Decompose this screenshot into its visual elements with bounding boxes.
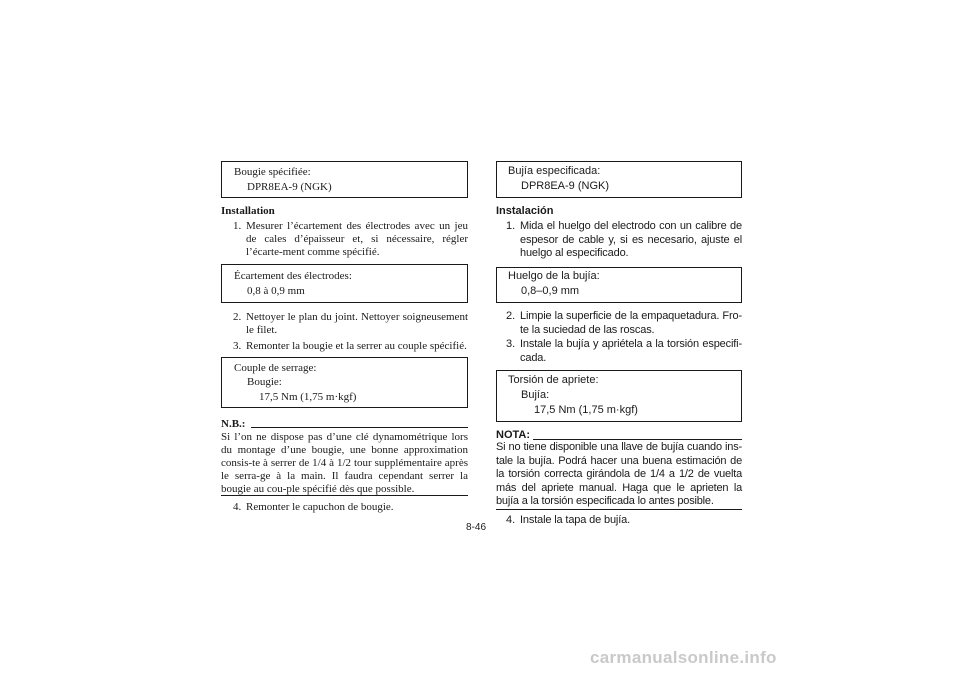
spark-plug-gap-label: Huelgo de la bujía:	[508, 270, 600, 282]
step-number: 1.	[506, 220, 516, 232]
installation-step-4	[506, 514, 742, 528]
step-text: Nettoyer le plan du joint. Nettoyer soigneusement le filet.	[246, 311, 468, 336]
electrode-gap-value: 0,8 à 0,9 mm	[247, 285, 305, 297]
spark-plug-spec-value: DPR8EA-9 (NGK)	[521, 180, 610, 192]
site-watermark: carmanualsonline.info	[590, 648, 777, 667]
note-text: Si no tiene disponible una llave de bujía cuando ins-tale la bujía. Podrá hacer una buena estimación de la torsión correcta girándola de 1/4 a 1/2 de vuelta más del apriete manual. Haga que le aprieten la bujía a la torsión especificada lo antes posible.	[496, 441, 742, 508]
installation-step-3	[233, 340, 468, 354]
tightening-torque-box	[221, 357, 468, 408]
note-bottom-rule	[221, 495, 468, 496]
note-label: N.B.:	[221, 418, 246, 430]
spark-plug-spec-box	[221, 161, 468, 198]
installation-step-3	[506, 338, 742, 366]
note-top-rule	[533, 439, 742, 440]
tightening-torque-label: Couple de serrage:	[234, 362, 317, 374]
spark-plug-spec-box	[496, 161, 742, 198]
installation-step-1	[233, 220, 468, 260]
tightening-torque-sublabel: Bujía:	[521, 389, 550, 401]
electrode-gap-box	[221, 264, 468, 303]
electrode-gap-label: Écartement des électrodes:	[234, 270, 352, 282]
installation-heading: Instalación	[496, 205, 554, 217]
step-number: 4.	[233, 501, 242, 513]
installation-step-4	[233, 501, 468, 515]
tightening-torque-sublabel: Bougie:	[247, 376, 282, 388]
step-text: Mesurer l’écartement des électrodes avec un jeu de cales d’épaisseur et, si nécessaire, régler l’écarte-ment comme spécifié.	[246, 220, 468, 258]
tightening-torque-value: 17,5 Nm (1,75 m·kgf)	[534, 404, 638, 416]
installation-heading: Installation	[221, 205, 275, 217]
spark-plug-spec-label: Bujía especificada:	[508, 165, 601, 177]
step-text: Remonter le capuchon de bougie.	[246, 501, 394, 513]
note-text: Si l’on ne dispose pas d’une clé dynamométrique lors du montage d’une bougie, une bonne approximation consis-te à serrer de 1/4 à 1/2 tour supplémentaire après le serra-ge à la main. Il faudra cependant serrer la bougie au cou-ple spécifié dès que possible.	[221, 431, 468, 495]
step-number: 1.	[233, 220, 242, 232]
spark-plug-spec-label: Bougie spécifiée:	[234, 166, 311, 178]
note-bottom-rule	[496, 509, 742, 510]
step-text: Remonter la bougie et la serrer au couple spécifié.	[246, 340, 467, 352]
step-number: 4.	[506, 514, 516, 526]
step-number: 2.	[506, 310, 516, 322]
step-text: Mida el huelgo del electrodo con un calibre de espesor de cable y, si es necesario, ajuste el huelgo al especificado.	[520, 220, 742, 260]
tightening-torque-value: 17,5 Nm (1,75 m·kgf)	[259, 391, 357, 403]
installation-step-2	[506, 310, 742, 338]
tightening-torque-label: Torsión de apriete:	[508, 374, 599, 386]
note-label: NOTA:	[496, 429, 531, 441]
step-number: 2.	[233, 311, 242, 323]
spark-plug-spec-value: DPR8EA-9 (NGK)	[247, 181, 332, 193]
page-number: 8-46	[466, 522, 487, 533]
installation-step-2	[233, 311, 468, 337]
installation-step-1	[506, 220, 742, 262]
spark-plug-gap-value: 0,8–0,9 mm	[521, 285, 580, 297]
step-text: Instale la tapa de bujía.	[520, 514, 630, 526]
step-text: Instale la bujía y apriétela a la torsión especifi-cada.	[520, 338, 742, 364]
tightening-torque-box	[496, 370, 742, 422]
spark-plug-gap-box	[496, 267, 742, 303]
note-top-rule	[251, 427, 468, 428]
step-text: Limpie la superficie de la empaquetadura. Fro-te la suciedad de las roscas.	[520, 310, 742, 336]
step-number: 3.	[233, 340, 242, 352]
step-number: 3.	[506, 338, 516, 350]
